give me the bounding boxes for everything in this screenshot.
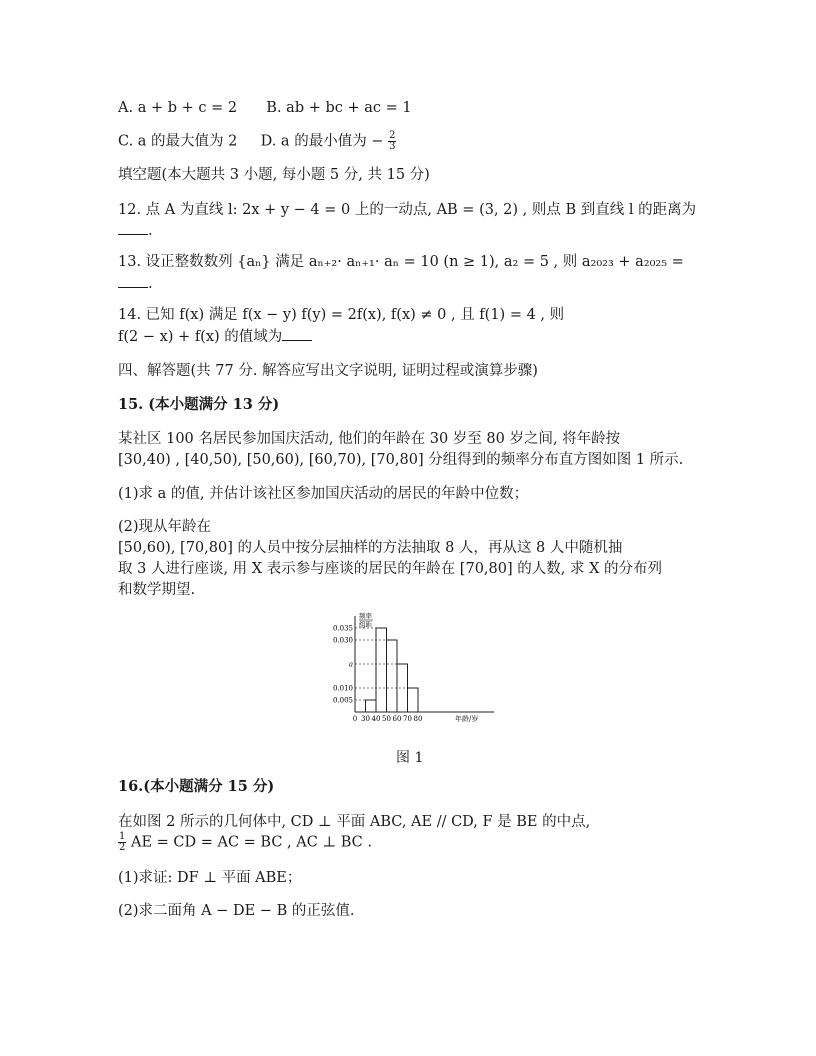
period: .	[148, 276, 153, 292]
histogram-bar	[387, 640, 398, 712]
x-tick-label: 50	[382, 715, 391, 723]
question-16-line2	[118, 832, 372, 853]
y-tick-label: a	[348, 660, 353, 669]
histogram-svg	[326, 612, 502, 730]
y-tick-label: 0.030	[332, 636, 353, 645]
option-d-fraction	[388, 131, 396, 152]
fraction-denominator: 2	[119, 842, 126, 853]
half-fraction	[118, 832, 126, 853]
section4-header: 四、解答题(共 77 分. 解答应写出文字说明, 证明过程或演算步骤)	[118, 363, 538, 379]
option-d: D. a 的最小值为 −	[260, 133, 384, 150]
histogram-bar	[408, 688, 419, 712]
question-13-answer	[118, 273, 153, 293]
histogram-bar	[397, 664, 408, 712]
histogram-bar	[376, 628, 387, 712]
x-axis-label: 年龄/岁	[455, 715, 479, 723]
question-15-line1: 某社区 100 名居民参加国庆活动, 他们的年龄在 30 岁至 80 岁之间, 将年龄按	[118, 431, 621, 447]
question-16-part1: (1)求证: DF ⊥ 平面 ABE；	[118, 870, 302, 886]
question-15-title: 15. (本小题满分 13 分)	[118, 396, 280, 413]
option-c: C. a 的最大值为 2	[118, 133, 238, 150]
question-16-part2: (2)求二面角 A − DE − B 的正弦值.	[118, 903, 355, 919]
question-14-line2	[118, 326, 312, 346]
fraction-numerator: 1	[119, 831, 126, 842]
answer-blank[interactable]	[118, 220, 148, 235]
x-tick-label: 0	[352, 715, 358, 723]
option-a: A. a + b + c = 2	[118, 100, 238, 116]
x-tick-label: 80	[413, 715, 423, 723]
answer-blank[interactable]	[282, 326, 312, 341]
x-tick-label: 30	[361, 715, 370, 723]
question-15-part2-line3: 取 3 人进行座谈, 用 X 表示参与座谈的居民的年龄在 [70,80] 的人数, 求 X 的分布列	[118, 561, 663, 577]
question-15-line2: [30,40) , [40,50), [50,60), [60,70), [70,80] 分组得到的频率分布直方图如图 1 所示.	[118, 452, 684, 468]
question-15-part2-line2: [50,60), [70,80] 的人员中按分层抽样的方法抽取 8 人，再从这 8 人中随机抽	[118, 540, 623, 556]
answer-blank[interactable]	[118, 273, 148, 288]
option-b: B. ab + bc + ac = 1	[266, 100, 412, 116]
histogram-bar	[366, 700, 377, 712]
question-13: 13. 设正整数数列 {aₙ} 满足 aₙ₊₂· aₙ₊₁· aₙ = 10 (n ≥ 1), a₂ = 5 , 则 a₂₀₂₃ + a₂₀₂₅ =	[118, 254, 684, 270]
question-16-condition: AE = CD = AC = BC , AC ⊥ BC .	[130, 834, 372, 851]
fraction-numerator: 2	[389, 130, 396, 141]
fraction-denominator: 3	[389, 141, 396, 152]
period: .	[148, 223, 153, 239]
question-15-part2-line1: (2)现从年龄在	[118, 519, 212, 535]
question-14-line1: 14. 已知 f(x) 满足 f(x − y) f(y) = 2f(x), f(x) ≠ 0 , 且 f(1) = 4 , 则	[118, 307, 565, 323]
y-axis-label-bottom: 组距	[359, 620, 372, 629]
frequency-histogram	[326, 612, 502, 730]
figure-caption: 图 1	[396, 750, 424, 766]
y-tick-label: 0.035	[332, 624, 353, 633]
options-row-cd	[118, 131, 396, 152]
options-row-ab	[118, 99, 412, 117]
question-12-answer	[118, 220, 153, 240]
y-tick-label: 0.005	[332, 696, 353, 705]
x-tick-label: 60	[392, 715, 402, 723]
y-axis-label-top: 频率	[359, 612, 372, 620]
x-tick-label: 70	[403, 715, 412, 723]
question-12: 12. 点 A 为直线 l: 2x + y − 4 = 0 上的一动点, AB = (3, 2) , 则点 B 到直线 l 的距离为	[118, 202, 697, 218]
question-16-title: 16.(本小题满分 15 分)	[118, 778, 275, 795]
y-tick-label: 0.010	[332, 684, 353, 693]
question-15-part1: (1)求 a 的值, 并估计该社区参加国庆活动的居民的年龄中位数；	[118, 486, 529, 502]
section3-header: 填空题(本大题共 3 小题, 每小题 5 分, 共 15 分)	[118, 167, 430, 183]
question-14-text: f(2 − x) + f(x) 的值域为	[118, 329, 283, 345]
question-16-line1: 在如图 2 所示的几何体中, CD ⊥ 平面 ABC, AE // CD, F 是 BE 的中点,	[118, 814, 591, 830]
question-15-part2-line4: 和数学期望.	[118, 582, 196, 598]
x-tick-label: 40	[371, 715, 381, 723]
